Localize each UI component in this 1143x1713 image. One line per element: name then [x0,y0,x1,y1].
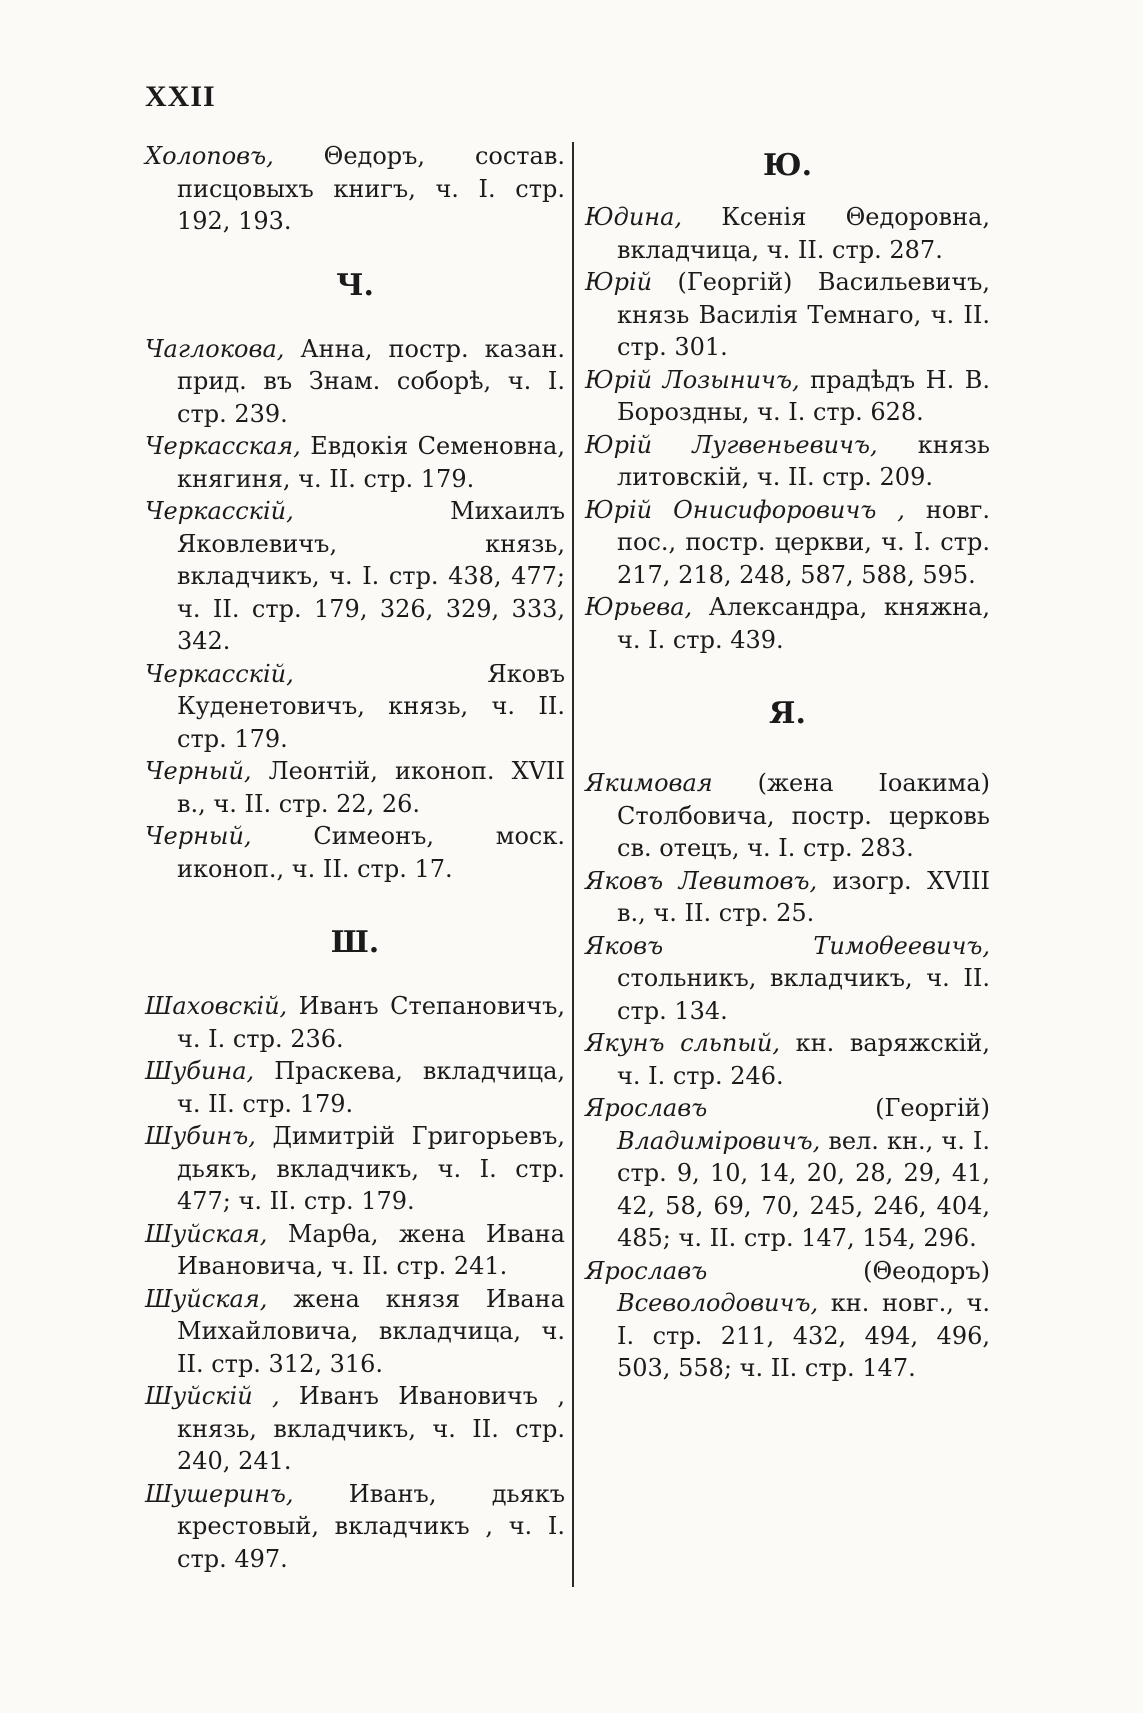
entry-name: Черный, [145,757,252,785]
index-entry [145,430,565,495]
entry-name: Черкасская, [145,432,301,460]
entry-name: Всеволодовичъ, [617,1289,819,1317]
index-entry [585,865,990,930]
index-entry [145,1380,565,1478]
index-entry [585,364,990,429]
index-entry [145,1055,565,1120]
entry-text: Ксенія Θедоровна, вкладчица, ч. II. стр. 287. [617,203,990,264]
entry-text: (Θеодоръ) [707,1256,990,1285]
entry-name: Шуйская, [145,1219,268,1248]
index-entry [585,591,990,656]
entry-name: Холоповъ, [145,142,274,170]
entry-name: Юрій [585,268,653,296]
entry-text: Михаилъ Яковлевичъ, князь, вкладчикъ, ч. I. стр. 438, 477; ч. II. стр. 179, 326, 329, 333, 342. [177,497,565,655]
entry-text: (Георгій) Васильевичъ, князь Василія Темнаго, ч. II. стр. 301. [617,268,990,361]
index-entry [145,658,565,756]
index-entry [585,1255,990,1385]
entry-text: жена князя Ивана Михайловича, вкладчица, ч. II. стр. 312, 316. [177,1284,565,1378]
entry-text: Симеонъ, моск. иконоп., ч. II. стр. 17. [177,822,565,883]
entry-text: новг. пос., постр. церкви, ч. I. стр. 217, 218, 248, 587, 588, 595. [617,495,990,589]
entry-text: (Георгій) [707,1094,990,1122]
entry-name: Юрій Лозыничъ, [585,365,800,394]
entry-name: Шубинъ, [145,1122,256,1150]
index-entry [585,201,990,266]
index-entry [145,990,565,1055]
entry-text: вел. кн., ч. I. стр. 9, 10, 14, 20, 28, 29, 41, 42, 58, 69, 70, 245, 246, 404, 485; ч. II. стр. 147, 154, 296. [617,1126,990,1252]
entry-text: прадѣдъ Н. В. Бороздны, ч. I. стр. 628. [617,365,990,426]
entry-text: (жена Іоакима) Столбовича, постр. церковь св. отецъ, ч. I. стр. 283. [617,769,990,862]
entry-name: Шубина, [145,1057,255,1085]
entry-text: кн. новг., ч. I. стр. 211, 432, 494, 496, 503, 558; ч. II. стр. 147. [617,1289,990,1382]
left-column [145,140,565,1575]
entry-text: Иванъ Ивановичъ , князь, вкладчикъ, ч. II. стр. 240, 241. [177,1382,565,1475]
entry-name: Якунъ сльпый, [585,1029,780,1057]
entry-text: Θедоръ, состав. писцовыхъ книгъ, ч. I. стр. 192, 193. [177,142,565,235]
index-entry [145,755,565,820]
page-number: XXII [145,80,216,113]
entry-name: Яковъ Левитовъ, [585,866,818,895]
entry-name: Шаховскій, [145,992,288,1020]
section-letter-heading: Ю. [762,148,813,183]
entry-text: Димитрій Григорьевъ, дьякъ, вкладчикъ, ч. I. стр. 477; ч. II. стр. 179. [177,1122,565,1215]
entry-text: Яковъ Куденетовичъ, князь, ч. II. стр. 179. [177,659,565,753]
index-entry [145,140,565,238]
entry-name: Юрьева, [585,593,693,621]
entry-name: Черный, [145,822,252,850]
column-divider [572,142,574,1587]
entry-name: Черкасскій, [145,497,294,525]
index-entry [585,266,990,364]
entry-name: Черкасскій, [145,659,294,688]
entry-name: Ярославъ [585,1094,708,1122]
entry-name: Якимовая [585,769,713,797]
index-entry [145,1478,565,1576]
entry-text: Иванъ Степановичъ, ч. I. стр. 236. [177,992,565,1053]
index-entry [145,495,565,658]
index-entry [585,429,990,494]
entry-name: Юрій Лугвеньевичъ, [585,430,878,459]
entry-name: Яковъ Тимоθеевичъ, [585,931,990,960]
entry-name: Ярославъ [585,1256,708,1285]
index-entry [145,333,565,431]
section-letter-heading: Ч. [336,267,374,303]
entry-name: Шуйскій , [145,1382,280,1410]
index-entry [585,494,990,592]
index-entry [585,1027,990,1092]
section-letter-heading: Ш. [330,925,380,960]
index-entry [585,930,990,1028]
entry-text: Иванъ, дьякъ крестовый, вкладчикъ , ч. I. стр. 497. [177,1479,565,1573]
entry-text: Евдокія Семеновна, княгиня, ч. II. стр. 179. [177,432,565,493]
index-entry [585,1092,990,1255]
entry-name: Шушеринъ, [145,1479,294,1508]
entry-name: Владиміровичъ, [617,1126,821,1155]
section-letter-heading: Я. [769,696,806,731]
index-entry [145,820,565,885]
entry-text: Марθа, жена Ивана Ивановича, ч. II. стр. 241. [177,1219,565,1280]
entry-text: стольникъ, вкладчикъ, ч. II. стр. 134. [617,964,990,1025]
entry-text: Анна, постр. казан. прид. въ Знам. соборѣ, ч. I. стр. 239. [177,334,565,428]
index-entry [585,767,990,865]
right-column [585,140,990,1385]
entry-text: Александра, княжна, ч. I. стр. 439. [617,593,990,654]
entry-name: Юдина, [585,203,683,231]
entry-text: Леонтій, иконоп. XVII в., ч. II. стр. 22, 26. [177,757,565,818]
entry-text: изогр. XVIII в., ч. II. стр. 25. [617,866,991,927]
entry-name: Чаглокова, [145,334,285,363]
index-entry [145,1283,565,1381]
entry-text: Праскева, вкладчица, ч. II. стр. 179. [177,1057,565,1118]
entry-name: Юрій Онисифоровичъ , [585,495,905,524]
index-entry [145,1218,565,1283]
entry-text: князь литовскій, ч. II. стр. 209. [617,430,990,491]
entry-name: Шуйская, [145,1284,268,1313]
entry-text: кн. варяжскій, ч. I. стр. 246. [617,1029,991,1090]
index-entry [145,1120,565,1218]
